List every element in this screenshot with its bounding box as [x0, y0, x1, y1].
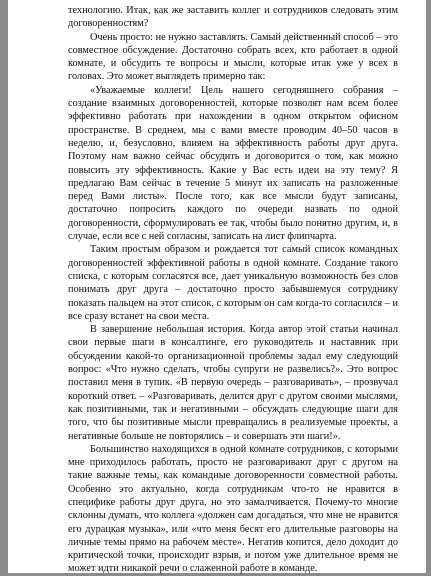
paragraph-conclusion: Большинство находящихся в одной комнате сотрудников, с которыми мне приходилось работать, просто не разговаривают друг с другом на такие важные темы, как командные договоренности совместной работы. Особенно это актуально, когда сотрудникам что-то не нравится в специфике работы друг друга, но это замалчивается. Почему-то многие склонны думать, что коллега «должен сам догадаться, что мне не нравится его дурацкая музыка», или «что меня бесят его длительные разговоры на личные темы прямо на рабочем месте». Негатив копится, дело доходит до критической точки, происходит взрыв, и потом уже длительное время не может идти никакой речи о слаженной работе в команде.	[68, 443, 398, 575]
paragraph-intro: технологию. Итак, как же заставить коллег и сотрудников следовать этим договоренностям?	[68, 5, 398, 30]
paragraph-story: В завершение небольшая история. Когда автор этой статьи начинал свои первые шаги в консалтинге, его руководитель и наставник при обсуждении какой-то организационной проблемы задал ему следующий вопрос: «Что нужно сделать, чтобы супруги не развелись?». Это вопрос поставил меня в тупик. «В первую очередь – разговаривать», – прозвучал короткий ответ. – «Разговаривать, делится друг с другом своими мыслями, как позитивными, так и негативными – обсуждать следующие шаги для того, что бы позитивные мысли превращались в реализуемые проекты, а негативные больше не повторялись – и совершать эти шаги!».	[68, 324, 398, 442]
document-page	[8, 0, 426, 573]
paragraph-answer: Очень просто: не нужно заставлять. Самый действенный способ – это совместное обсуждение. Достаточно собрать всех, кто работает в одной комнате, и обсудить те вопросы и мысли, которые итак уже у всех в головах. Это может выглядеть примерно так:	[68, 31, 398, 83]
paragraph-agreements-list: Таким простым образом и рождается тот самый список командных договоренностей эффективной работы в одной комнате. Создание такого списка, с которым согласятся все, дает уникальную возможность без слов понимать друг друга – достаточно просто забывшемуся сотруднику показать пальцем на этот список, с которым он сам когда-то согласился – и все сразу встанет на свои места.	[68, 244, 398, 322]
paragraph-meeting-speech: «Уважаемые коллеги! Цель нашего сегодняшнего собрания – создание взаимных договоренностей, которые позволят нам всем более эффективно работать при нахождении в одном открытом офисном пространстве. В среднем, мы с вами вместе проводим 40–50 часов в неделю, и, безусловно, влияем на эффективность работы друг друга. Поэтому нам важно сейчас обсудить и договорится о том, как можно повысить эту эффективность. Какие у Вас есть идеи на эту тему? Я предлагаю Вам сейчас в течение 5 минут их записать на разложенные перед Вами листы». После того, как все мысли будут записаны, достаточно попросить каждого по очереди назвать по одной договоренности, сформулировать ее так, чтобы было понятно другим, и, в случае, если все с ней согласны, записать на лист флипчарта.	[68, 84, 398, 243]
